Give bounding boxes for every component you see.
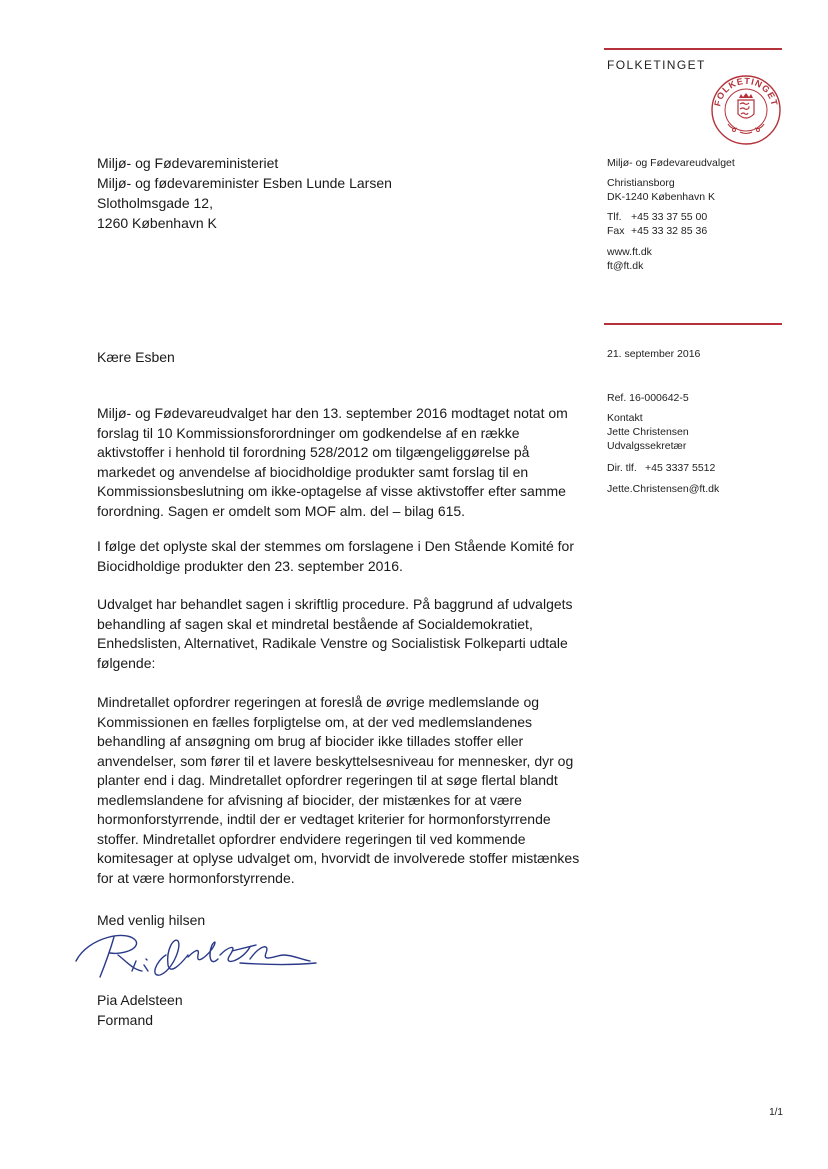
tel-label: Tlf.	[607, 211, 622, 223]
recipient-line-3: Slotholmsgade 12,	[97, 195, 213, 211]
contact-direct-tel	[607, 461, 715, 475]
sender-city: DK-1240 København K	[607, 191, 715, 203]
contact-label: Kontakt	[607, 412, 643, 424]
svg-text:FOLKETINGET: FOLKETINGET	[712, 75, 780, 108]
sender-tel-row	[607, 210, 707, 224]
institution-name: FOLKETINGET	[607, 58, 706, 72]
recipient-line-2: Miljø- og fødevareminister Esben Lunde Larsen	[97, 175, 392, 191]
sender-online	[607, 245, 652, 273]
fax-number: +45 33 32 85 36	[631, 225, 708, 237]
paragraph-1: Miljø- og Fødevareudvalget har den 13. september 2016 modtaget notat om forslag til 10 Kommissionsforordninger om godkendelse af en række aktivstoffer i henhold til forordning 528/2012 om tilgængeliggørelse på markedet og anvendelse af biocidholdige produkter samt forslag til en Kommissionsbeslutning om ikke-optagelse af visse aktivstoffer efter samme forordning. Sagen er omdelt som MOF alm. del – bilag 615.	[97, 405, 568, 519]
sender-street: Christiansborg	[607, 177, 675, 189]
contact-block	[607, 411, 689, 453]
sender-phones	[607, 210, 707, 238]
sender-email-link[interactable]: ft@ft.dk	[607, 260, 644, 272]
recipient-line-1: Miljø- og Fødevareministeriet	[97, 155, 279, 171]
signer-title: Formand	[97, 1012, 154, 1028]
header-rule	[604, 48, 782, 50]
paragraph-4: Mindretallet opfordrer regeringen at foreslå de øvrige medlemslande og Kommissionen en fælles forpligtelse om, at der ved medlemslandenes behandling af ansøgning om brug af biocider ikke tillades stoffer eller anvendelser, som fører til et lavere beskyttelsesniveau for mennesker, dyr og planter end i dag. Mindretallet opfordrer regeringen til at søge flertal blandt medlemslandene for afvisning af biocider, der mistænkes for at være hormonforstyrrende, indtil der er vedtaget kriterier for hormonforstyrrende stoffer. Mindretallet opfordrer endvidere regeringen til ved kommende komitesager at oplyse udvalget om, hvorvidt de involverede stoffer mistænkes for at være hormonforstyrrende.	[97, 694, 580, 886]
sender-fax-row	[607, 224, 707, 238]
contact-name: Jette Christensen	[607, 426, 689, 438]
sender-committee: Miljø- og Fødevareudvalget	[607, 157, 735, 169]
page-number: 1/1	[769, 1107, 783, 1118]
letter-date: 21. september 2016	[607, 348, 701, 360]
paragraph-2: I følge det oplyste skal der stemmes om forslagene i Den Stående Komité for Biocidholdige produkter den 23. september 2016.	[97, 538, 575, 574]
folketinget-seal-logo	[710, 74, 782, 146]
direct-tel-label: Dir. tlf.	[607, 462, 637, 474]
side-rule	[604, 323, 782, 325]
reference-number: Ref. 16-000642-5	[607, 392, 689, 404]
recipient-address	[97, 153, 392, 233]
signer-name: Pia Adelsteen	[97, 992, 183, 1008]
sender-address	[607, 176, 715, 204]
recipient-line-4: 1260 København K	[97, 215, 217, 231]
closing: Med venlig hilsen	[97, 912, 206, 928]
contact-email-link[interactable]: Jette.Christensen@ft.dk	[607, 483, 720, 495]
fax-label: Fax	[607, 225, 625, 237]
contact-title: Udvalgssekretær	[607, 440, 687, 452]
handwritten-signature	[70, 925, 320, 987]
sender-web-link[interactable]: www.ft.dk	[607, 246, 652, 258]
paragraph-3: Udvalget har behandlet sagen i skriftlig procedure. På baggrund af udvalgets behandling af sagen skal et mindretal bestående af Socialdemokratiet, Enhedslisten, Alternativet, Radikale Venstre og Socialistisk Folkeparti udtale følgende:	[97, 596, 573, 671]
salutation: Kære Esben	[97, 349, 175, 365]
tel-number: +45 33 37 55 00	[631, 211, 708, 223]
direct-tel-number: +45 3337 5512	[645, 462, 716, 474]
